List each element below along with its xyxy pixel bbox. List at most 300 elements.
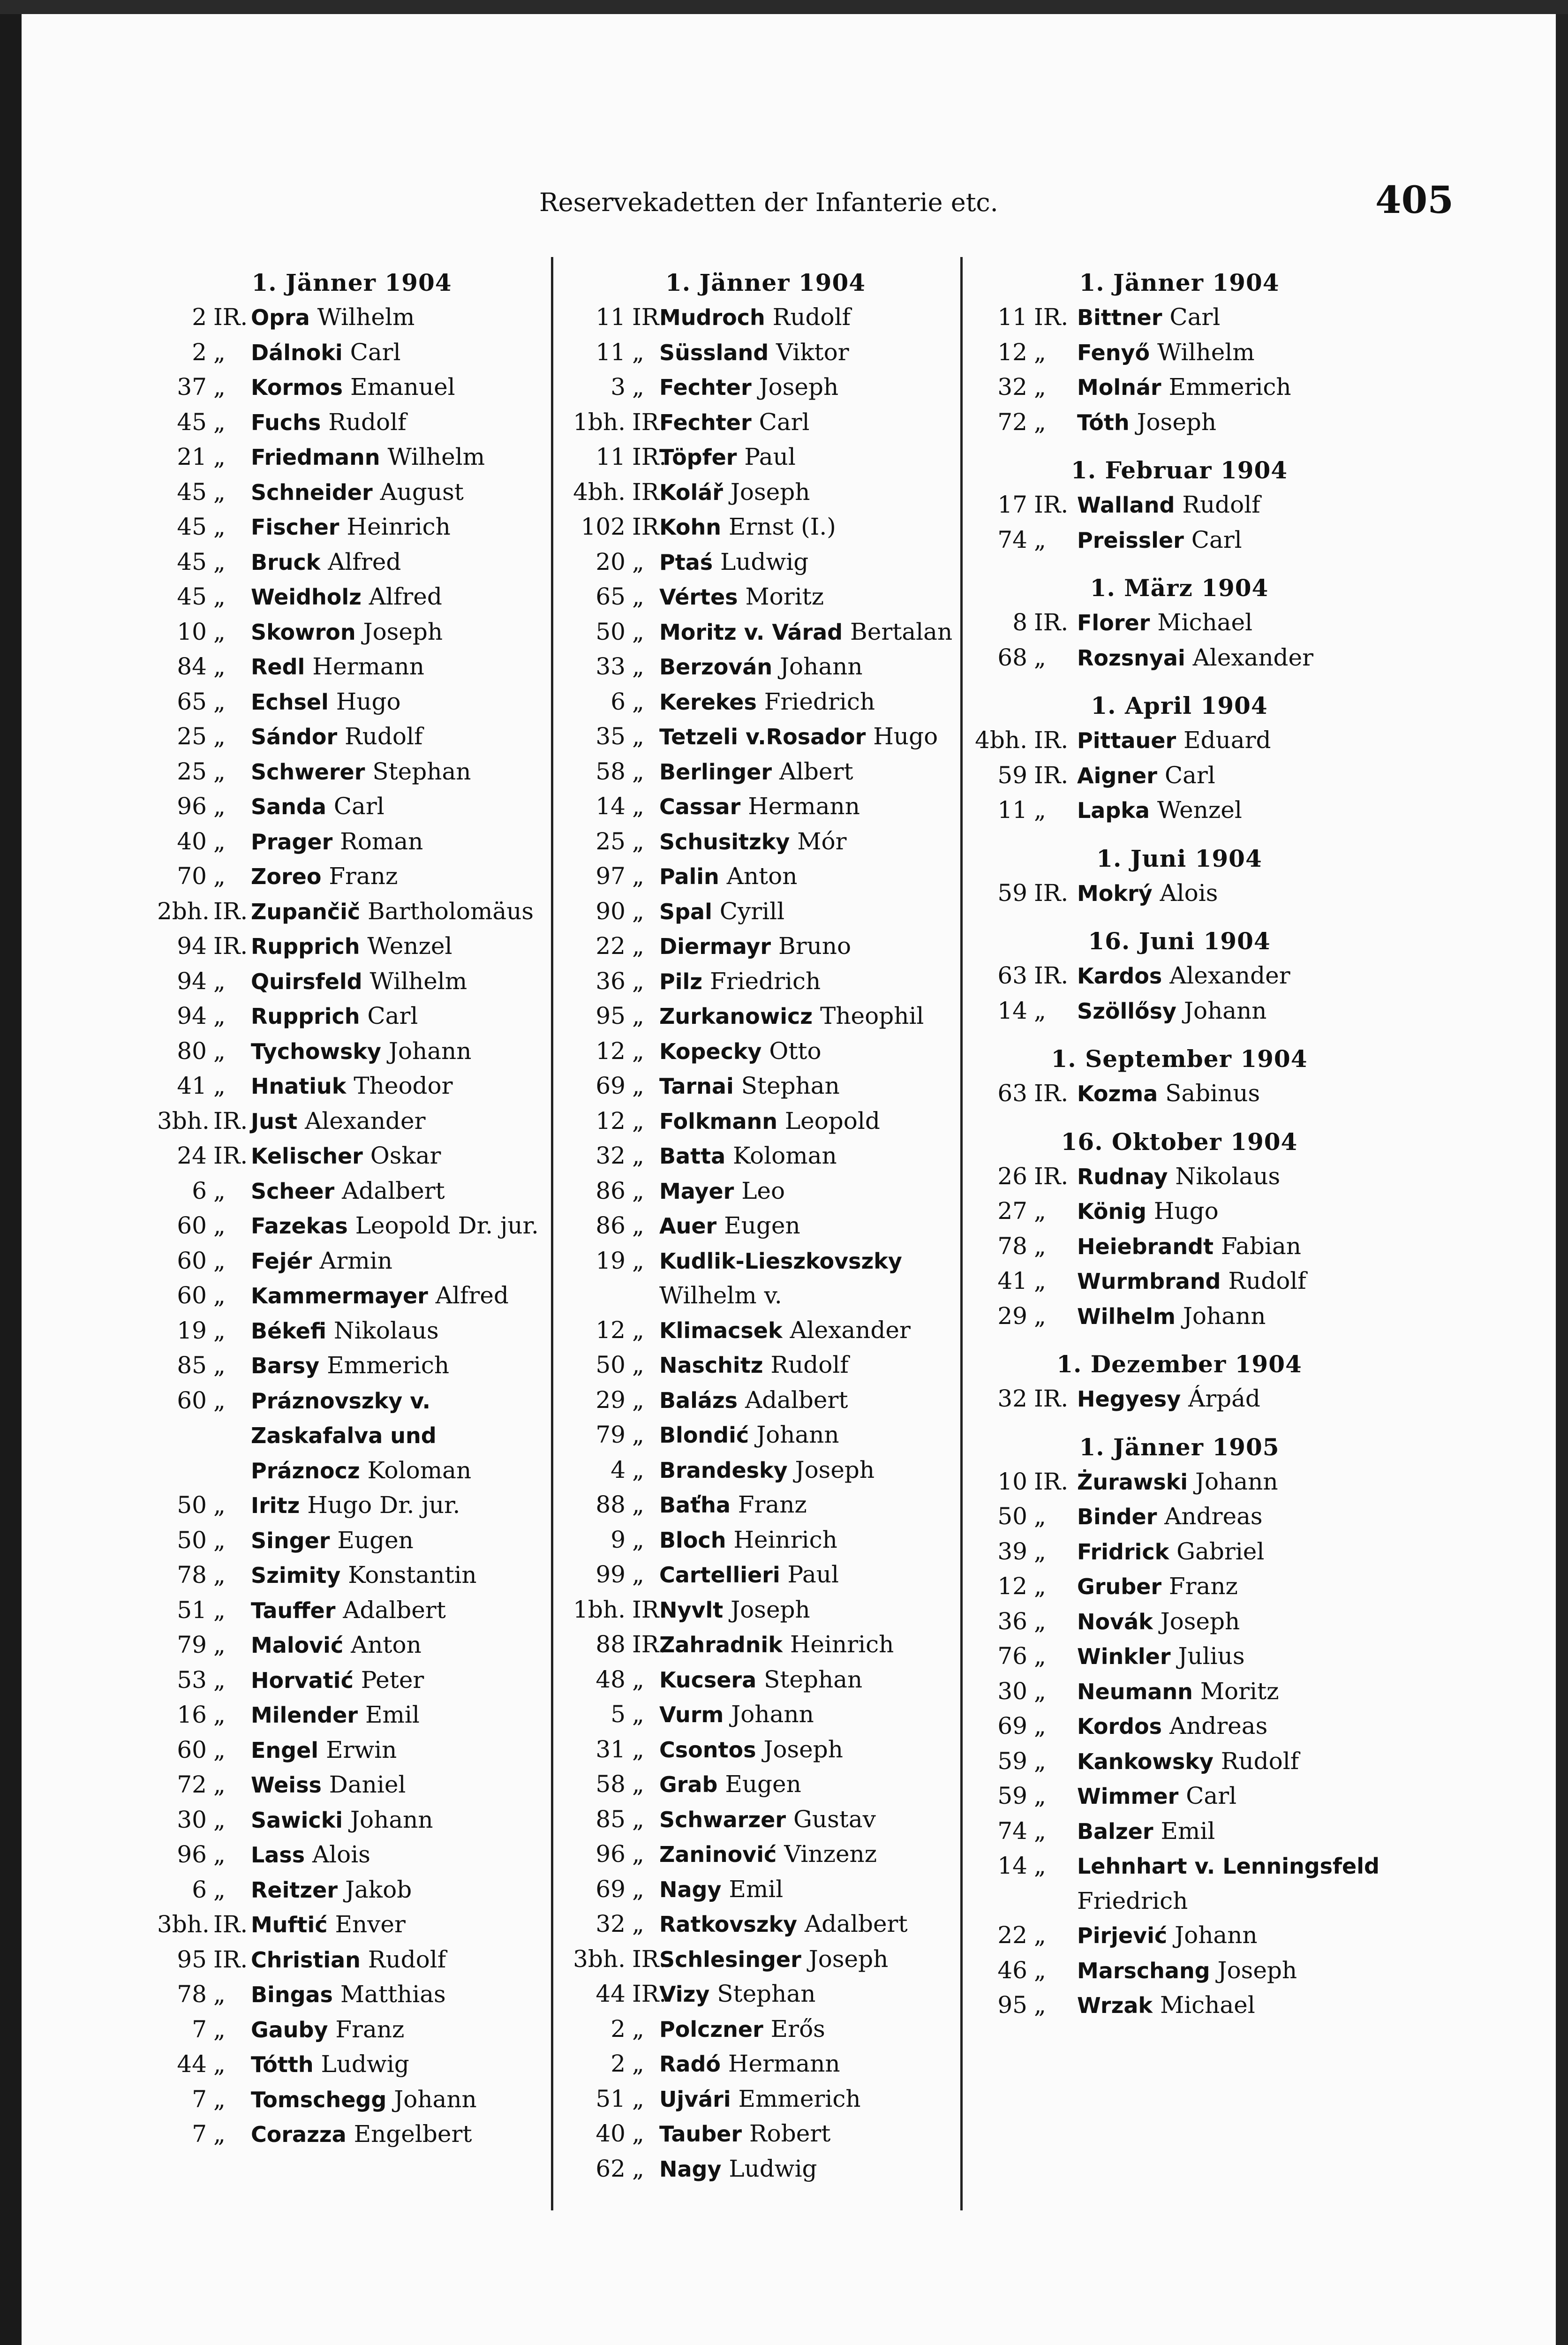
unit-type: „ <box>632 1875 644 1903</box>
cadet-name <box>251 1209 546 1244</box>
unit-type: „ <box>213 1316 226 1344</box>
regiment-number: 50 <box>596 1351 626 1378</box>
unit-type: „ <box>213 793 226 820</box>
unit-type: „ <box>632 1142 644 1169</box>
roster-entry <box>157 1873 546 1908</box>
surname: Gauby <box>251 2017 328 2042</box>
roster-entry <box>973 405 1386 440</box>
given-name: Stephan <box>764 1665 863 1693</box>
given-name: Joseph <box>795 1456 875 1483</box>
regiment-number: 14 <box>997 1852 1027 1879</box>
roster-entry <box>157 370 546 405</box>
roster-entry <box>157 1977 546 2012</box>
cadet-name <box>659 1139 968 1174</box>
regiment-number: 11 <box>997 303 1027 331</box>
cadet-name <box>251 1069 546 1104</box>
roster-entry <box>563 894 968 930</box>
roster-entry <box>157 1244 546 1279</box>
given-name: Hugo <box>873 723 938 750</box>
surname: Molnár <box>1077 375 1161 400</box>
roster-entry <box>157 1348 546 1384</box>
regiment-number: 12 <box>997 1573 1027 1600</box>
surname: Schwarzer <box>659 1807 786 1832</box>
cadet-name <box>659 964 968 999</box>
roster-entry <box>973 1264 1386 1299</box>
regiment-number: 44 <box>596 1980 626 2007</box>
roster-entry <box>157 1139 546 1174</box>
given-name: Rudolf <box>345 723 423 750</box>
surname: Echsel <box>251 689 329 715</box>
surname: Prager <box>251 829 333 855</box>
regiment-number: 86 <box>596 1212 626 1239</box>
cadet-name <box>659 755 968 790</box>
roster-entry <box>973 1382 1386 1417</box>
roster-entry <box>973 1849 1386 1918</box>
roster-entry <box>563 1383 968 1418</box>
unit-type: „ <box>213 548 226 575</box>
surname: Tomschegg <box>251 2087 387 2112</box>
roster-entry <box>157 1558 546 1593</box>
given-name: Leo <box>741 1177 785 1204</box>
given-name: Leopold Dr. jur. <box>355 1212 539 1239</box>
surname: Vurm <box>659 1702 724 1727</box>
cadet-name <box>251 1943 546 1978</box>
surname: Diermayr <box>659 934 771 959</box>
unit-type: „ <box>1034 796 1046 824</box>
roster-entry <box>157 650 546 685</box>
roster-entry <box>973 1229 1386 1264</box>
given-name: Konstantin <box>348 1561 477 1589</box>
surname: Radó <box>659 2051 721 2077</box>
regiment-number: 88 <box>596 1491 626 1518</box>
given-name: Gustav <box>793 1805 876 1833</box>
unit-type: „ <box>213 723 226 750</box>
unit-type: „ <box>213 1561 226 1589</box>
cadet-name <box>659 475 968 510</box>
roster-entry <box>563 1977 968 2012</box>
cadet-name <box>251 1174 546 1209</box>
given-name: Anton <box>351 1631 422 1658</box>
cadet-name <box>659 1558 968 1593</box>
unit-type: „ <box>632 967 644 995</box>
unit-type: „ <box>632 653 644 680</box>
roster-entry <box>563 1593 968 1628</box>
roster-entry <box>973 1814 1386 1849</box>
regiment-number: 41 <box>997 1267 1027 1294</box>
given-name: Cyrill <box>719 897 785 925</box>
regiment-number: 31 <box>596 1735 626 1763</box>
unit-type: „ <box>1034 1852 1046 1879</box>
surname: Rupprich <box>251 1004 360 1029</box>
regiment-number: 33 <box>596 653 626 680</box>
surname: Lass <box>251 1842 305 1868</box>
unit-type: „ <box>213 513 226 540</box>
roster-entry <box>563 1837 968 1872</box>
given-name: Friedrich <box>1077 1887 1188 1914</box>
regiment-number: 60 <box>177 1212 207 1239</box>
roster-entry <box>157 1838 546 1873</box>
unit-type: „ <box>632 1072 644 1099</box>
surname: Zoreo <box>251 864 322 889</box>
cadet-name <box>1077 1194 1386 1229</box>
cadet-name <box>659 2047 968 2082</box>
roster-entry <box>973 1569 1386 1604</box>
unit-type: IR. <box>1034 491 1069 518</box>
roster-entry <box>563 2152 968 2187</box>
cadet-name <box>659 929 968 964</box>
cadet-name <box>251 2082 546 2118</box>
roster-entry <box>563 755 968 790</box>
cadet-name <box>1077 793 1386 828</box>
unit-type: IR. <box>632 513 667 540</box>
given-name: Franz <box>1168 1573 1238 1600</box>
roster-entry <box>973 1159 1386 1195</box>
cadet-name <box>659 335 968 371</box>
surname: Tótth <box>251 2052 314 2077</box>
given-name: Andreas <box>1169 1712 1268 1740</box>
unit-type: IR. <box>1034 1385 1069 1412</box>
surname: Töpfer <box>659 445 737 470</box>
cadet-name <box>1077 1779 1386 1814</box>
given-name: Adalbert <box>745 1386 848 1414</box>
surname: Lapka <box>1077 798 1150 823</box>
regiment-number: 59 <box>997 879 1027 907</box>
regiment-number: 12 <box>997 338 1027 366</box>
roster-entry <box>973 1918 1386 1953</box>
unit-type: „ <box>632 1351 644 1378</box>
unit-type: „ <box>213 1282 226 1309</box>
unit-type: IR. <box>1034 1162 1069 1190</box>
regiment-number: 80 <box>177 1037 207 1065</box>
surname: Schlesinger <box>659 1946 801 1972</box>
cadet-name <box>251 1348 546 1384</box>
regiment-number: 11 <box>596 443 626 470</box>
given-name: Emmerich <box>738 2085 861 2112</box>
surname: Hnatiuk <box>251 1074 347 1099</box>
regiment-number: 32 <box>997 373 1027 401</box>
regiment-number: 94 <box>177 932 207 960</box>
given-name: Hermann <box>728 2050 840 2077</box>
cadet-name <box>251 1803 546 1838</box>
roster-entry <box>563 859 968 894</box>
surname: Tóth <box>1077 409 1130 435</box>
unit-type: „ <box>1034 1921 1046 1949</box>
cadet-name <box>1077 1535 1386 1570</box>
cadet-name <box>1077 1299 1386 1334</box>
roster-entry <box>563 719 968 755</box>
roster-entry <box>157 545 546 580</box>
surname: Kohn <box>659 514 721 540</box>
cadet-name <box>659 1523 968 1558</box>
given-name: Rudolf <box>1228 1267 1306 1294</box>
roster-entry <box>563 964 968 999</box>
surname: Fejér <box>251 1248 312 1274</box>
regiment-number: 2 <box>611 2015 626 2042</box>
regiment-number: 26 <box>997 1162 1027 1190</box>
cadet-name <box>251 1488 546 1523</box>
date-heading: 1. Februar 1904 <box>1070 456 1288 484</box>
page-header <box>539 178 1454 226</box>
unit-type: „ <box>632 827 644 855</box>
cadet-name <box>659 999 968 1034</box>
unit-type: „ <box>213 1247 226 1274</box>
surname: Zaninović <box>659 1842 777 1867</box>
surname: Neumann <box>1077 1679 1193 1704</box>
regiment-number: 25 <box>177 723 207 750</box>
regiment-number: 19 <box>177 1316 207 1344</box>
regiment-number: 25 <box>177 757 207 785</box>
given-name: Adalbert <box>805 1910 908 1937</box>
unit-type: „ <box>1034 1302 1046 1330</box>
given-name: Johann <box>1183 1302 1266 1330</box>
unit-type: IR. <box>213 1107 248 1135</box>
surname: Heiebrandt <box>1077 1233 1214 1259</box>
unit-type: „ <box>632 1107 644 1135</box>
roster-entry <box>157 1278 546 1314</box>
surname: König <box>1077 1199 1146 1224</box>
roster-entry <box>563 440 968 475</box>
surname: Friedmann <box>251 445 380 470</box>
cadet-name <box>659 1244 968 1313</box>
surname: Kardos <box>1077 963 1162 989</box>
unit-type: IR. <box>632 1945 667 1973</box>
roster-entry <box>563 1348 968 1383</box>
cadet-name <box>1077 405 1386 440</box>
cadet-name <box>659 405 968 440</box>
unit-type: „ <box>213 1386 226 1414</box>
surname: Kormos <box>251 375 343 400</box>
unit-type: „ <box>632 1665 644 1693</box>
given-name: Eduard <box>1184 726 1271 754</box>
cadet-name <box>659 2152 968 2187</box>
surname: Rudnay <box>1077 1164 1168 1189</box>
roster-entry <box>157 755 546 790</box>
cadet-name <box>659 1802 968 1838</box>
given-name: Ludwig <box>729 2155 817 2182</box>
roster-entry <box>157 2082 546 2118</box>
unit-type: „ <box>632 723 644 750</box>
roster-entry <box>973 1744 1386 1779</box>
unit-type: „ <box>213 967 226 995</box>
cadet-name <box>659 1174 968 1209</box>
given-name: Alexander <box>305 1107 426 1135</box>
regiment-number: 40 <box>177 827 207 855</box>
cadet-name <box>659 1209 968 1244</box>
cadet-name <box>659 685 968 720</box>
roster-entry <box>563 1034 968 1069</box>
surname: Fechter <box>659 375 752 400</box>
given-name: Emmerich <box>327 1352 450 1379</box>
given-name: Hugo <box>1153 1197 1219 1225</box>
given-name: Robert <box>749 2120 831 2147</box>
surname: Iritz <box>251 1493 300 1518</box>
cadet-name <box>251 615 546 650</box>
surname: Zurkanowicz <box>659 1004 813 1029</box>
unit-type: „ <box>632 548 644 575</box>
regiment-number: 79 <box>177 1631 207 1658</box>
surname: Pirjević <box>1077 1923 1168 1948</box>
regiment-number: 3bh. <box>157 1911 210 1938</box>
regiment-number: 69 <box>596 1072 626 1099</box>
surname: Scheer <box>251 1178 335 1204</box>
roster-entry <box>973 1674 1386 1710</box>
cadet-name <box>251 2117 546 2152</box>
cadet-name <box>659 1418 968 1453</box>
surname: Preissler <box>1077 527 1184 553</box>
roster-entry <box>157 825 546 860</box>
surname: Sawicki <box>251 1807 343 1833</box>
regiment-number: 5 <box>611 1701 626 1728</box>
cadet-name <box>659 1942 968 1977</box>
unit-type: „ <box>632 1910 644 1937</box>
regiment-number: 63 <box>997 962 1027 989</box>
roster-entry <box>157 2012 546 2048</box>
roster-entry <box>973 723 1386 758</box>
unit-type: „ <box>1034 408 1046 436</box>
regiment-number: 96 <box>177 1841 207 1868</box>
cadet-name <box>659 719 968 755</box>
cadet-name <box>659 1453 968 1488</box>
roster-entry <box>563 1907 968 1942</box>
regiment-number: 22 <box>596 932 626 960</box>
given-name: Moritz <box>1200 1677 1279 1705</box>
given-name: Joseph <box>759 373 839 401</box>
roster-entry <box>157 300 546 335</box>
surname: Szimity <box>251 1563 341 1588</box>
cadet-name <box>251 370 546 405</box>
given-name: Emil <box>365 1701 420 1728</box>
regiment-number: 2 <box>192 338 207 366</box>
surname: Binder <box>1077 1504 1157 1529</box>
cadet-name <box>251 1768 546 1803</box>
unit-type: „ <box>213 827 226 855</box>
regiment-number: 2 <box>611 2050 626 2077</box>
roster-entry <box>563 1732 968 1768</box>
unit-type: „ <box>213 1876 226 1903</box>
given-name: Johann <box>780 653 863 680</box>
given-name: Carl <box>1169 303 1221 331</box>
cadet-name <box>1077 876 1386 911</box>
regiment-number: 6 <box>611 688 626 715</box>
unit-type: „ <box>213 862 226 890</box>
surname: Muftić <box>251 1912 328 1937</box>
unit-type: „ <box>1034 1642 1046 1670</box>
unit-type: „ <box>213 443 226 470</box>
regiment-number: 1bh. <box>573 408 626 436</box>
given-name: Emil <box>1161 1817 1215 1845</box>
surname: Wrzak <box>1077 1993 1153 2018</box>
regiment-number: 60 <box>177 1247 207 1274</box>
roster-entry <box>973 300 1386 335</box>
roster-entry <box>973 758 1386 794</box>
unit-type: „ <box>213 1037 226 1065</box>
unit-type: „ <box>632 1037 644 1065</box>
unit-type: „ <box>632 1316 644 1344</box>
given-name: Wilhelm <box>369 967 467 995</box>
cadet-name <box>1077 300 1386 335</box>
roster-entry <box>563 405 968 440</box>
regiment-number: 29 <box>997 1302 1027 1330</box>
roster-entry <box>157 1907 546 1943</box>
unit-type: „ <box>213 2050 226 2078</box>
unit-type: „ <box>213 373 226 401</box>
regiment-number: 59 <box>997 1747 1027 1775</box>
regiment-number: 78 <box>997 1232 1027 1260</box>
unit-type: „ <box>1034 1677 1046 1705</box>
given-name: Ludwig <box>720 548 809 575</box>
roster-entry <box>157 1384 546 1489</box>
regiment-number: 94 <box>177 967 207 995</box>
given-name: Oskar <box>370 1142 441 1169</box>
surname: Nyvlt <box>659 1597 724 1623</box>
roster-entry <box>157 1488 546 1523</box>
cadet-name <box>251 1523 546 1558</box>
unit-type: „ <box>1034 1782 1046 1809</box>
cadet-name <box>1077 641 1386 676</box>
regiment-number: 90 <box>596 897 626 925</box>
surname: Fridrick <box>1077 1539 1169 1565</box>
unit-type: „ <box>1034 1817 1046 1845</box>
surname: Gruber <box>1077 1574 1162 1599</box>
surname: Blondić <box>659 1422 749 1448</box>
roster-entry <box>157 999 546 1034</box>
given-name: Rudolf <box>368 1945 446 1973</box>
given-name: Albert <box>779 757 853 785</box>
given-name: Bartholomäus <box>368 897 534 925</box>
surname: Wilhelm <box>1077 1303 1176 1329</box>
cadet-name <box>1077 1076 1386 1112</box>
given-name: Heinrich <box>733 1526 837 1553</box>
unit-type: „ <box>632 338 644 366</box>
cadet-name <box>251 1977 546 2012</box>
roster-entry <box>563 1627 968 1663</box>
regiment-number: 84 <box>177 653 207 680</box>
given-name: Joseph <box>808 1945 889 1973</box>
surname: Christian <box>251 1947 361 1973</box>
roster-entry <box>157 719 546 755</box>
unit-type: „ <box>632 1840 644 1868</box>
surname: Aigner <box>1077 763 1157 788</box>
roster-entry <box>157 1663 546 1698</box>
given-name: Erwin <box>325 1736 397 1763</box>
unit-type: „ <box>632 793 644 820</box>
unit-type: „ <box>632 688 644 715</box>
roster-entry <box>563 2117 968 2152</box>
cadet-name <box>251 475 546 510</box>
roster-entry <box>973 959 1386 994</box>
page-number: 405 <box>1375 178 1454 222</box>
unit-type: „ <box>1034 1712 1046 1740</box>
roster-entry <box>157 1069 546 1104</box>
surname: Kolář <box>659 479 723 505</box>
roster-entry <box>563 999 968 1034</box>
regiment-number: 11 <box>596 303 626 331</box>
given-name: Roman <box>340 827 423 855</box>
unit-type: „ <box>632 1456 644 1483</box>
given-name: Julius <box>1178 1642 1245 1670</box>
regiment-number: 63 <box>997 1080 1027 1107</box>
roster-entry <box>563 1313 968 1348</box>
unit-type: „ <box>632 1770 644 1798</box>
roster-entry <box>973 1639 1386 1674</box>
roster-entry <box>973 793 1386 828</box>
unit-type: „ <box>632 1805 644 1833</box>
surname: Marschang <box>1077 1958 1210 1983</box>
regiment-number: 58 <box>596 1770 626 1798</box>
surname: Zahradnik <box>659 1632 783 1657</box>
given-name: Wenzel <box>367 932 452 960</box>
surname: Kammermayer <box>251 1283 428 1309</box>
